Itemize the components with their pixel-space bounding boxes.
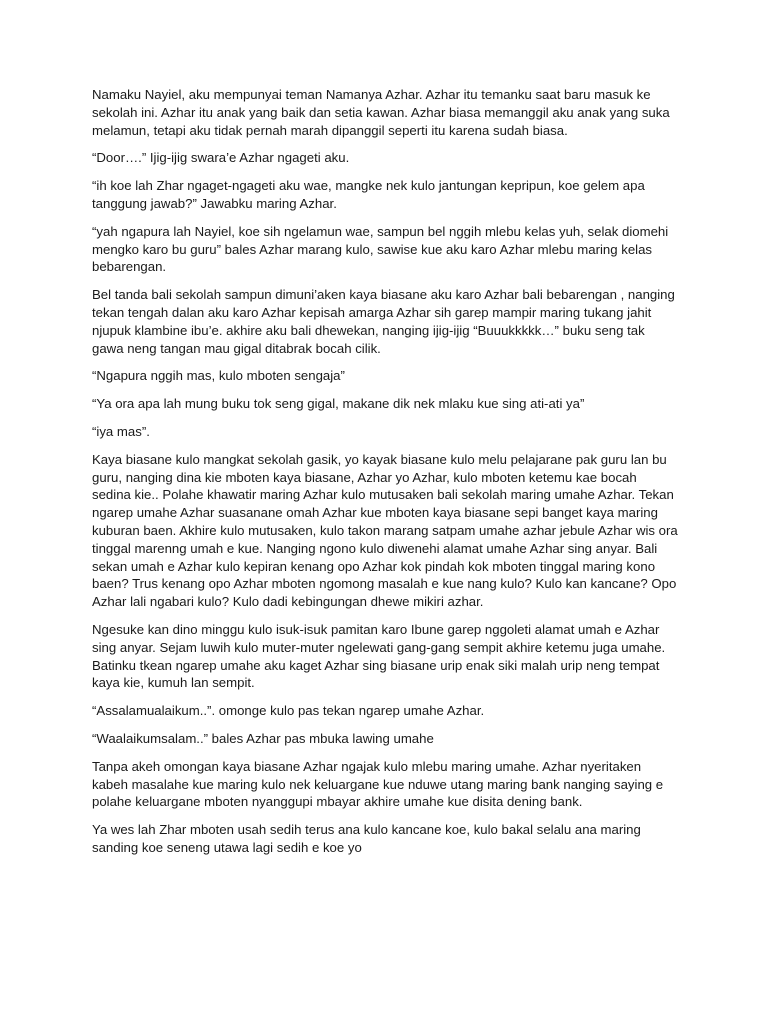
paragraph-2: “Door….” Ijig-ijig swara’e Azhar ngageti aku. (92, 150, 350, 166)
story-body (92, 86, 678, 867)
paragraph-11: “Assalamualaikum..”. omonge kulo pas tekan ngarep umahe Azhar. (92, 703, 485, 719)
paragraph-12: “Waalaikumsalam..” bales Azhar pas mbuka lawing umahe (92, 730, 434, 746)
paragraph-7: “Ya ora apa lah mung buku tok seng gigal, makane dik nek mlaku kue sing ati-ati ya” (92, 396, 585, 412)
paragraph-1: Namaku Nayiel, aku mempunyai teman Namanya Azhar. Azhar itu temanku saat baru masuk ke sekolah ini. Azhar itu anak yang baik dan setia kawan. Azhar biasa memanggil aku anak yang suka melamun, tetapi aku tidak pernah marah dipanggil seperti itu karena sudah biasa. (92, 87, 670, 138)
paragraph-3: “ih koe lah Zhar ngaget-ngageti aku wae, mangke nek kulo jantungan kepripun, koe gelem apa tanggung jawab?” Jawabku maring Azhar. (92, 178, 645, 211)
paragraph-10: Ngesuke kan dino minggu kulo isuk-isuk pamitan karo Ibune garep nggoleti alamat umah e Azhar sing anyar. Sejam luwih kulo muter-muter ngelewati gang-gang sempit akhire ketemu juga umahe. Batinku tkean ngarep umahe aku kaget Azhar sing biasane urip enak siki malah urip neng tempat kaya kie, kumuh lan sempit. (92, 621, 666, 691)
paragraph-6: “Ngapura nggih mas, kulo mboten sengaja” (92, 368, 345, 384)
paragraph-8: “iya mas”. (92, 423, 150, 439)
paragraph-4: “yah ngapura lah Nayiel, koe sih ngelamun wae, sampun bel nggih mlebu kelas yuh, selak diomehi mengko karo bu guru” bales Azhar marang kulo, sawise kue aku karo Azhar mlebu maring kelas bebarengan. (92, 223, 669, 275)
paragraph-5: Bel tanda bali sekolah sampun dimuni’aken kaya biasane aku karo Azhar bali bebarengan , nanging tekan tengah dalan aku karo Azhar kepisah amarga Azhar sih garep mampir maring tukang jahit njupuk klambine ibu’e. akhire aku bali dhewekan, nanging ijig-ijig “Buuukkkkk…” buku seng tak gawa neng tangan mau gigal ditabrak bocah cilik. (92, 287, 675, 356)
paragraph-14: Ya wes lah Zhar mboten usah sedih terus ana kulo kancane koe, kulo bakal selalu ana maring sanding koe seneng utawa lagi sedih e koe yo (92, 822, 641, 855)
paragraph-13: Tanpa akeh omongan kaya biasane Azhar ngajak kulo mlebu maring umahe. Azhar nyeritaken kabeh masalahe kue maring kulo nek keluargane kue nduwe utang maring bank nanging saying e polahe keluargane mboten nyanggupi mbayar akhire umahe kue disita dening bank. (92, 758, 664, 810)
paragraph-9: Kaya biasane kulo mangkat sekolah gasik, yo kayak biasane kulo melu pelajarane pak guru lan bu guru, nanging dina kie mboten kaya biasane, Azhar yo Azhar, kulo mboten ketemu kae bocah sedina kie.. Polahe khawatir maring Azhar kulo mutusaken bali sekolah maring umahe Azhar. Tekan ngarep umahe Azhar suasanane omah Azhar kue mboten kaya biasane sepi banget kaya maring kuburan baen. Akhire kulo mutusaken, kulo takon marang satpam umahe azhar jebule Azhar wis ora tinggal marenng umah e kue. Nanging ngono kulo diwenehi alamat umahe Azhar sing anyar. Bali sekan umah e Azhar kulo kepiran kenang opo Azhar kok pindah kok mboten tinggal maring kono baen? Trus kenang opo Azhar mboten ngomong masalah e kue nang kulo? Kulo kan kancane? Opo Azhar lali ngabari kulo? Kulo dadi kebingungan dhewe mikiri azhar. (92, 451, 678, 610)
